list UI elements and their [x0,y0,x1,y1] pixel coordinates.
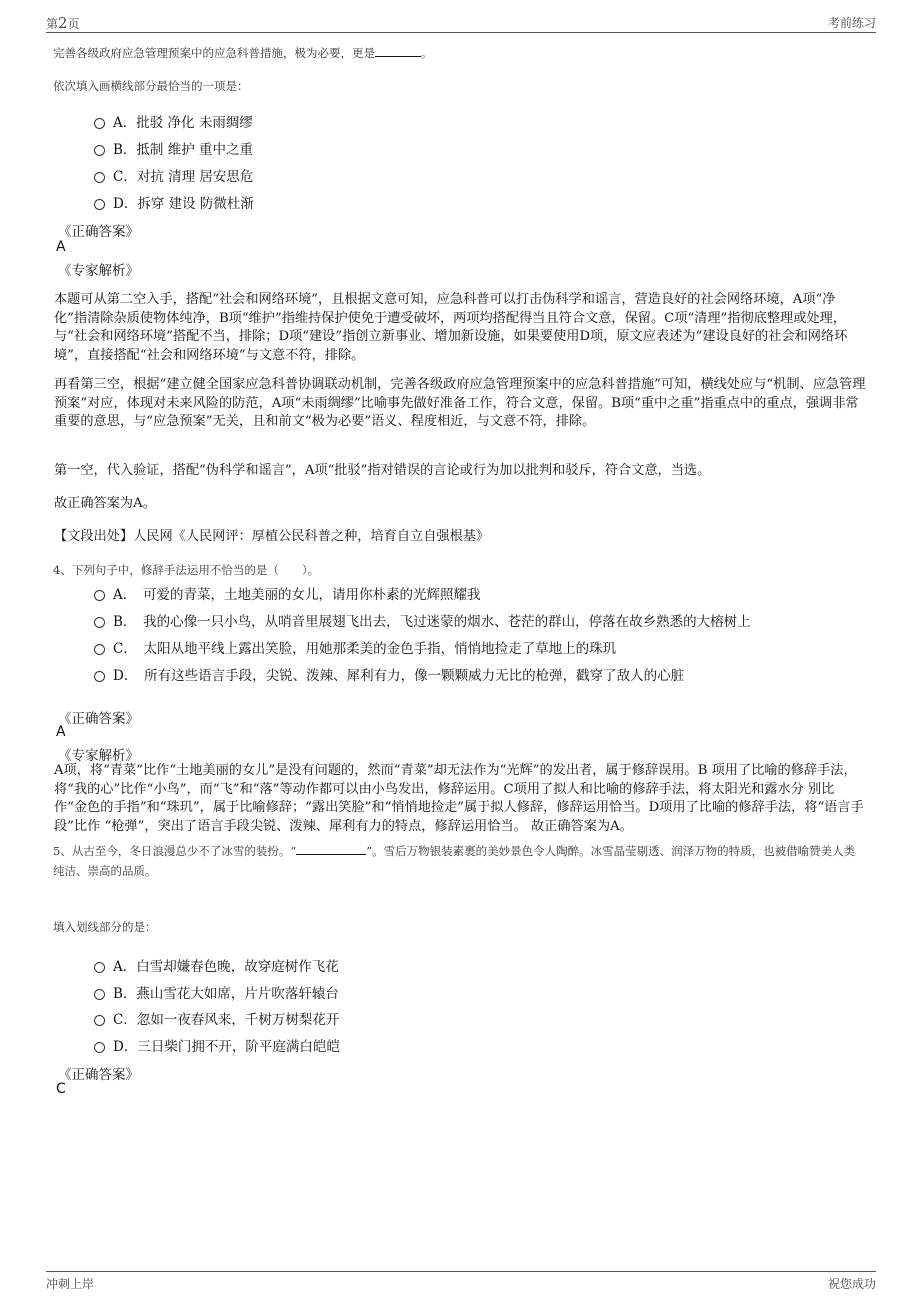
radio-icon[interactable] [94,962,105,973]
radio-icon[interactable] [94,172,105,183]
q5-option-a[interactable]: A．白雪却嫌春色晚，故穿庭树作飞花 [94,955,339,975]
radio-icon[interactable] [94,989,105,1000]
q4-option-a[interactable]: A． 可爱的青菜，土地美丽的女儿，请用你朴素的光辉照耀我 [94,583,481,603]
q3-option-c[interactable]: C．对抗 清理 居安思危 [94,165,253,185]
q3-analysis-p3: 第一空，代入验证，搭配“伪科学和谣言”，A项“批驳”指对错误的言论或行为加以批判和驳斥，符合文意，当选。 [54,463,711,478]
header-title: 考前练习 [827,16,876,30]
radio-icon[interactable] [94,199,105,210]
radio-icon[interactable] [94,1042,105,1053]
q4-option-c[interactable]: C． 太阳从地平线上露出笑脸，用她那柔美的金色手指，悄悄地捡走了草地上的珠玑 [94,637,616,657]
q4-option-d[interactable]: D． 所有这些语言手段，尖锐、泼辣、犀利有力，像一颗颗威力无比的枪弹，戳穿了敌人的心脏 [94,664,684,684]
radio-icon[interactable] [94,671,105,682]
q3-blank [375,46,421,57]
q4-analysis: A项，将“青菜”比作“土地美丽的女儿”是没有问题的，然而“青菜”却无法作为“光辉”的发出者，属于修辞误用。B 项用了比喻的修辞手法，将“我的心”比作“小鸟”，而“飞”和“落”等动作都可以由小鸟发出，修辞运用。C项用了拟人和比喻的修辞手法，将太阳光和露水分 别比作“金色的手指”和“珠玑”，属于比喻修辞；“露出笑脸”和“悄悄地捡走”属于拟人修辞，修辞运用恰当。D项用了比喻的修辞手法，将“语言手段”比作 “枪弹”，突出了语言手段尖锐、泼辣、犀利有力的特点，修辞运用恰当。 故正确答案为A。 [54,763,864,834]
q4-option-b[interactable]: B． 我的心像一只小鸟，从哨音里展翅飞出去，飞过迷蒙的烟水、苍茫的群山，停落在故乡熟悉的大榕树上 [94,610,751,630]
radio-icon[interactable] [94,118,105,129]
radio-icon[interactable] [94,644,105,655]
page-footer [46,1271,876,1292]
q4-stem: 4、下列句子中，修辞手法运用不恰当的是（ ）。 [53,563,320,577]
q3-option-b[interactable]: B．抵制 维护 重中之重 [94,138,253,158]
q3-option-a[interactable]: A．批驳 净化 未雨绸缪 [94,111,253,131]
page-header [46,14,876,33]
q3-analysis-p2: 再看第三空，根据“建立健全国家应急科普协调联动机制，完善各级政府应急管理预案中的应急科普措施”可知，横线处应与“机制、应急管理预案”对应，体现对未来风险的防范，A项“未雨绸缪”比喻事先做好准备工作，符合文意，保留。B项“重中之重”指重点中的重点，强调非常重要的意思，与“应急预案”无关，且和前文“极为必要”语义、程度相近，与文意不符，排除。 [54,377,866,429]
q5-answer-label: 《正确答案》 [58,1067,139,1083]
radio-icon[interactable] [94,145,105,156]
page-number: 第2页 [46,14,80,32]
q3-analysis-p1: 本题可从第二空入手，搭配“社会和网络环境”，且根据文意可知，应急科普可以打击伪科学和谣言，营造良好的社会网络环境，A项“净化”指清除杂质使物体纯净，B项“维护”指维持保护使免于遭受破坏，两项均搭配得当且符合文意，保留。C项“清理”指彻底整理或处理，与“社会和网络环境”搭配不当，排除；D项“建设”指创立新事业、增加新设施，如果要使用D项，原文应表述为“建设良好的社会和网络环境”，直接搭配“社会和网络环境”与文意不符，排除。 [54,292,848,363]
radio-icon[interactable] [94,1015,105,1026]
q4-answer: A [56,724,66,740]
q4-analysis-label: 《专家解析》 [58,748,139,764]
footer-right: 祝您成功 [827,1277,876,1291]
q3-answer: A [56,239,66,255]
q5-option-b[interactable]: B．燕山雪花大如席，片片吹落轩辕台 [94,982,339,1002]
q3-analysis-p4: 故正确答案为A。 [54,496,156,511]
q3-answer-label: 《正确答案》 [58,224,139,240]
q3-analysis-label: 《专家解析》 [58,263,139,279]
q5-stem: 5、从古至今，冬日浪漫总少不了冰雪的装扮。“ ”。雪后万物银装素裹的美妙景色令人陶醉。冰雪晶莹剔透、润泽万物的特质，也被借喻赞美人类纯洁、崇高的品质。 [53,844,856,878]
q3-stem: 完善各级政府应急管理预案中的应急科普措施，极为必要，更是 。 [53,46,433,60]
footer-left: 冲刺上岸 [46,1277,95,1291]
q5-instruction: 填入划线部分的是： [53,920,157,934]
radio-icon[interactable] [94,590,105,601]
q3-instruction: 依次填入画横线部分最恰当的一项是： [53,79,249,93]
q5-blank [296,844,366,855]
q5-option-d[interactable]: D．三日柴门拥不开，阶平庭满白皑皑 [94,1035,340,1055]
q3-option-d[interactable]: D．拆穿 建设 防微杜渐 [94,192,254,212]
q4-answer-label: 《正确答案》 [58,711,139,727]
q5-option-c[interactable]: C．忽如一夜春风来，千树万树梨花开 [94,1008,339,1028]
q5-answer: C [56,1081,66,1097]
q3-source: 【文段出处】人民网《人民网评：厚植公民科普之种，培育自立自强根基》 [54,529,490,544]
radio-icon[interactable] [94,617,105,628]
